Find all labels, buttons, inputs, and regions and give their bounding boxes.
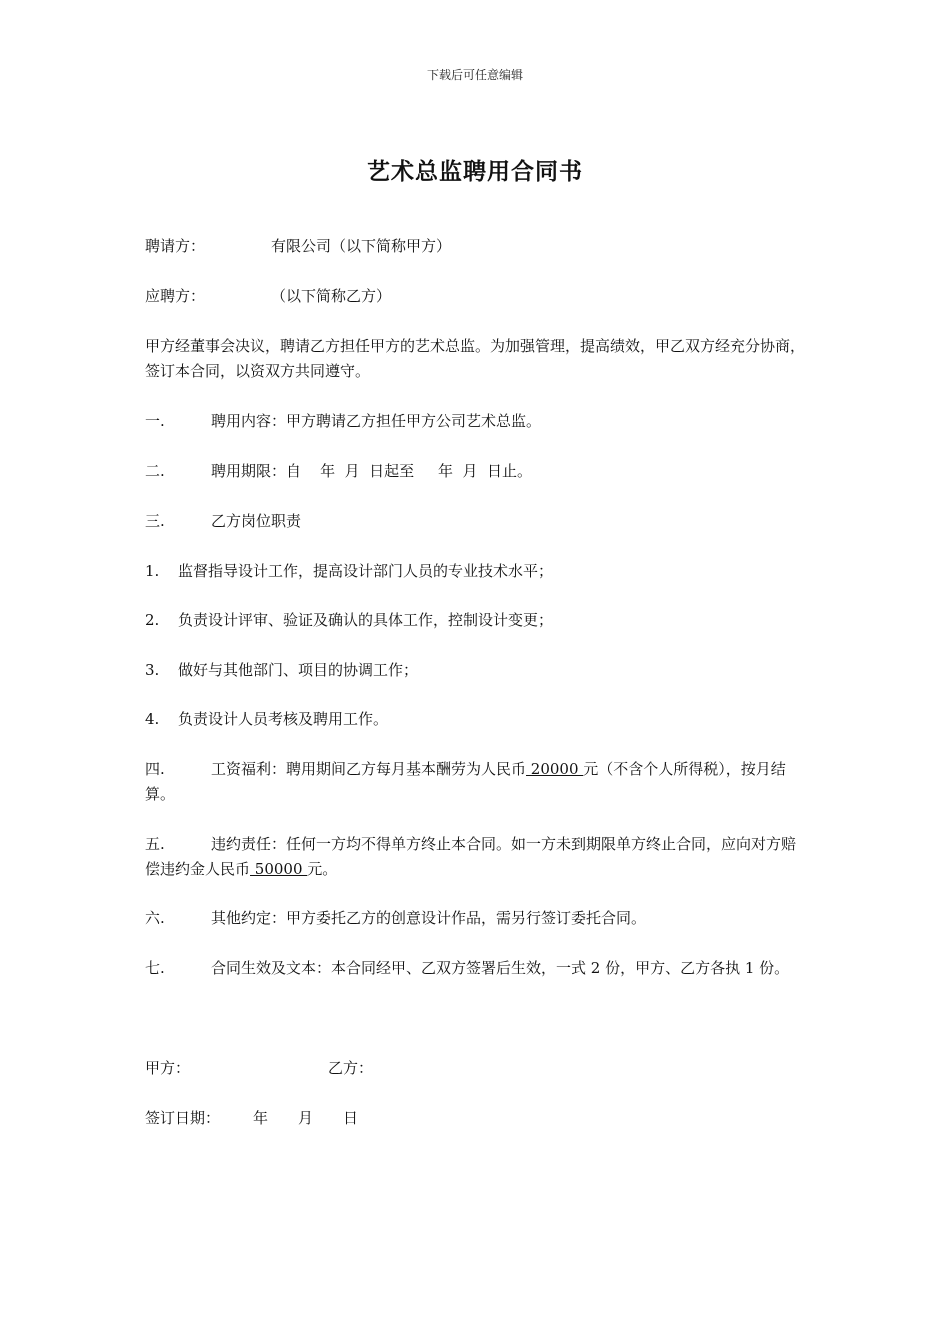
sign-date-label: 签订日期： <box>145 1109 221 1127</box>
section-2 <box>145 459 810 484</box>
section-number: 七. <box>145 959 165 977</box>
section-text: 违约责任：任何一方均不得单方终止本合同。如一方未到期限单方终止合同，应向对方赔偿违约金人民币 <box>145 835 797 878</box>
employee-value: （以下简称乙方） <box>271 287 392 305</box>
section-text-end: 元。 <box>307 860 338 878</box>
duty-item-2 <box>145 608 810 633</box>
penalty-amount: 50000 <box>250 860 308 878</box>
list-text: 负责设计评审、验证及确认的具体工作，控制设计变更； <box>178 611 554 629</box>
section-text: 合同生效及文本：本合同经甲、乙双方签署后生效，一式 2 份，甲方、乙方各执 1 份。 <box>211 959 790 977</box>
list-number: 2. <box>145 611 160 629</box>
duty-item-3 <box>145 658 810 683</box>
section-3 <box>145 509 810 534</box>
list-number: 3. <box>145 661 160 679</box>
intro-paragraph: 甲方经董事会决议，聘请乙方担任甲方的艺术总监。为加强管理，提高绩效，甲乙双方经充分协商，签订本合同，以资双方共同遵守。 <box>145 337 806 380</box>
employer-value: 有限公司（以下简称甲方） <box>271 237 452 255</box>
section-7 <box>145 956 810 981</box>
section-text-end: 元（不含个人所得税），按月结算。 <box>145 760 786 803</box>
section-6 <box>145 906 810 931</box>
employer-label: 聘请方： <box>145 237 206 255</box>
duty-item-4 <box>145 707 810 732</box>
list-text: 负责设计人员考核及聘用工作。 <box>178 710 389 728</box>
party-b-signature: 乙方： <box>328 1059 374 1077</box>
signature-line <box>145 1056 810 1081</box>
section-number: 五. <box>145 835 165 853</box>
section-1 <box>145 409 810 434</box>
section-text: 其他约定：甲方委托乙方的创意设计作品，需另行签订委托合同。 <box>211 909 647 927</box>
section-text: 聘用内容：甲方聘请乙方担任甲方公司艺术总监。 <box>211 412 542 430</box>
sign-date-month: 月 <box>298 1109 314 1127</box>
employee-label: 应聘方： <box>145 287 206 305</box>
section-5 <box>145 832 810 882</box>
sign-date-day: 日 <box>343 1109 359 1127</box>
salary-amount: 20000 <box>526 760 584 778</box>
section-number: 六. <box>145 909 165 927</box>
list-number: 1. <box>145 562 160 580</box>
section-number: 三. <box>145 512 165 530</box>
employee-line <box>145 284 810 309</box>
section-number: 四. <box>145 760 165 778</box>
duty-item-1 <box>145 559 810 584</box>
employer-line <box>145 234 810 259</box>
list-text: 做好与其他部门、项目的协调工作； <box>178 661 419 679</box>
section-number: 一. <box>145 412 165 430</box>
section-number: 二. <box>145 462 165 480</box>
list-text: 监督指导设计工作，提高设计部门人员的专业技术水平； <box>178 562 554 580</box>
section-4 <box>145 757 810 807</box>
document-title: 艺术总监聘用合同书 <box>367 158 583 185</box>
section-text: 聘用期限：自 年 月 日起至 年 月 日止。 <box>211 462 533 480</box>
section-text: 乙方岗位职责 <box>211 512 302 530</box>
party-a-signature: 甲方： <box>145 1059 191 1077</box>
sign-date-line <box>145 1106 810 1131</box>
section-text: 工资福利：聘用期间乙方每月基本酬劳为人民币 <box>211 760 527 778</box>
list-number: 4. <box>145 710 160 728</box>
header-note: 下载后可任意编辑 <box>426 68 523 82</box>
sign-date-year: 年 <box>253 1109 269 1127</box>
